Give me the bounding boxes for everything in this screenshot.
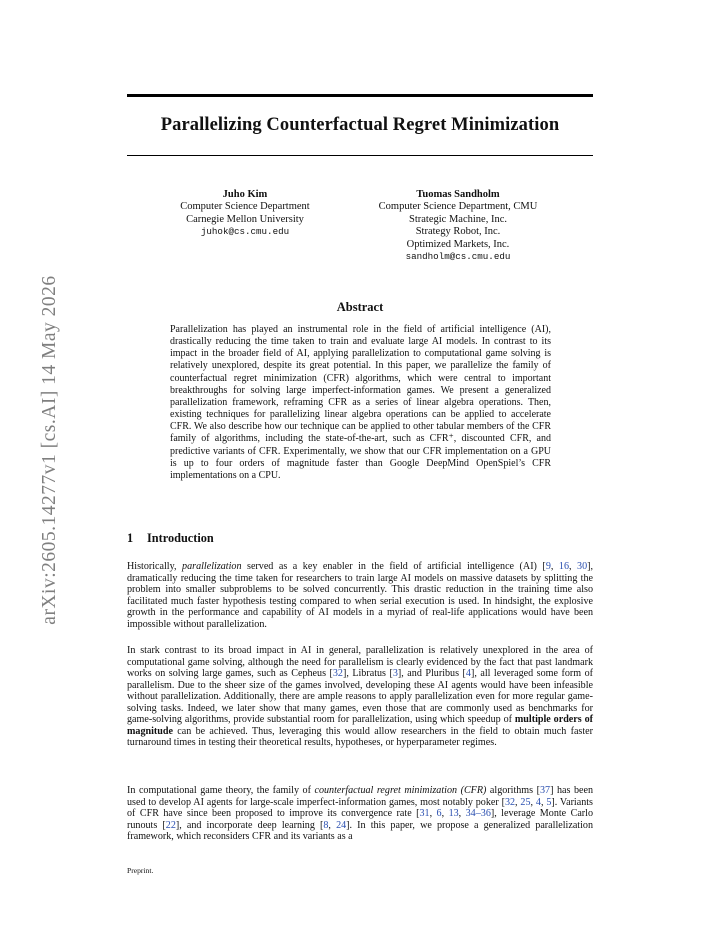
- footer-note: Preprint.: [127, 866, 154, 875]
- section-title: Introduction: [147, 531, 214, 545]
- paper-title: Parallelizing Counterfactual Regret Minimization: [160, 115, 560, 135]
- citation-link[interactable]: 31: [419, 808, 430, 820]
- citation-link[interactable]: 4: [465, 668, 471, 680]
- citation-link[interactable]: 16: [558, 561, 569, 572]
- emphasis-text: counterfactual regret minimization (CFR): [314, 785, 487, 796]
- citation-link[interactable]: 8: [323, 819, 329, 831]
- paragraph-text: ], dramatically reducing the time taken for researchers to train large AI models on massive datasets by splitting the problem into smaller subproblems to be solved concurrently. This drastic reduction in the training time also facilitated much faster hypothesis testing compared to when serial execution is used. In hindsight, the explosive growth in the performance and capability of AI models in a myriad of real-life applications would have been impossible without parallelization.: [127, 561, 594, 630]
- paragraph-text: ,: [540, 796, 547, 808]
- author-affiliation: Carnegie Mellon University: [186, 213, 304, 225]
- citation-link[interactable]: 5: [546, 796, 552, 808]
- body-paragraph: [127, 785, 593, 843]
- author-affiliation: Computer Science Department: [180, 201, 310, 213]
- paragraph-text: ]. In this paper, we propose a generalized parallelization framework, which reconsiders CFR and its variants as a: [127, 819, 593, 843]
- abstract-text: Parallelization has played an instrumental role in the field of artificial intelligence (AI), drastically reducing the time taken to train and evaluate large AI models. In contrast to its impact in the broader field of AI, applying parallelization to computational game solving is relatively unexplored, despite its great potential. In this paper, we parallelize the family of counterfactual regret minimization (CFR) algorithms, which were central to important breakthroughs for solving large imperfect-information games. We present a generalized parallelization framework, reframing CFR as a series of linear algebra operations. Then, existing techniques for parallelizing linear algebra operations can be applied to accelerate CFR. We also describe how our technique can be applied to other tabular members of the CFR family of algorithms, including the state-of-the-art, such as CFR⁺, discounted CFR, and predictive variants of CFR. Experimentally, we show that our CFR implementation on a GPU is up to four orders of magnitude faster than Google DeepMind OpenSpiel’s CFR implementations on a CPU.: [170, 324, 551, 481]
- citation-link[interactable]: 4: [535, 796, 541, 808]
- author-name: Juho Kim: [222, 189, 268, 200]
- paragraph-text: ,: [530, 796, 536, 808]
- title-top-rule: [127, 94, 593, 97]
- paragraph-text: ,: [515, 796, 521, 808]
- citation-link[interactable]: 6: [436, 808, 442, 820]
- paragraph-text: algorithms [: [486, 785, 540, 796]
- paragraph-text: ], leverage Monte Carlo runouts [: [127, 808, 594, 831]
- paragraph-text: can be achieved. Thus, leveraging this would allow researchers in the field to obtain much faster turnaround times in testing their theoretical results, hypotheses, or hyperparameter regimes.: [127, 725, 593, 749]
- author-email[interactable]: juhok@cs.cmu.edu: [200, 226, 290, 238]
- paragraph-text: ], and Pluribus [: [397, 668, 466, 680]
- author-affiliation: Computer Science Department, CMU: [378, 201, 538, 213]
- paragraph-text: ,: [328, 819, 337, 831]
- citation-link[interactable]: 13: [448, 808, 459, 820]
- paragraph-text: ,: [550, 561, 559, 572]
- citation-link[interactable]: 32: [332, 668, 343, 680]
- paragraph-text: In stark contrast to its broad impact in AI in general, parallelization is relatively unexplored in the area of computational game solving, although the need for parallelism is clearly evidenced by the fact that past landmark works on solving large games, such as Cepheus [: [127, 645, 593, 680]
- citation-link[interactable]: 3: [392, 668, 398, 680]
- paragraph-text: ,: [569, 561, 578, 572]
- paragraph-text: Historically,: [127, 561, 183, 572]
- arxiv-identifier: arXiv:2605.14277v1 [cs.AI] 14 May 2026: [39, 275, 60, 625]
- abstract-heading: Abstract: [336, 300, 384, 314]
- paragraph-text: ], and incorporate deep learning [: [175, 819, 324, 831]
- paragraph-text: ], Libratus [: [342, 668, 393, 680]
- emphasis-text: parallelization: [182, 561, 242, 572]
- paragraph-text: ] has been used to develop AI agents for large-scale imperfect-information games, most notably poker [: [127, 785, 594, 808]
- citation-link[interactable]: 24: [336, 819, 347, 831]
- author-name: Tuomas Sandholm: [416, 189, 500, 200]
- author-block-1: [150, 189, 340, 239]
- paragraph-text: ]. Variants of CFR have since been proposed to improve its convergence rate [: [127, 796, 593, 820]
- citation-link[interactable]: 34–36: [465, 808, 491, 820]
- title-bottom-rule: [127, 155, 593, 156]
- author-block-2: [358, 189, 558, 263]
- citation-link[interactable]: 30: [577, 561, 588, 572]
- citation-link[interactable]: 25: [520, 796, 531, 808]
- bold-text: multiple orders of magnitude: [127, 714, 593, 737]
- paragraph-text: served as a key enabler in the field of artificial intelligence (AI) [: [241, 561, 546, 572]
- author-email[interactable]: sandholm@cs.cmu.edu: [405, 251, 511, 263]
- paragraph-text: In computational game theory, the family of: [127, 785, 315, 796]
- section-heading: [127, 531, 214, 546]
- citation-link[interactable]: 37: [539, 785, 551, 796]
- section-number: 1: [127, 531, 134, 545]
- paragraph-text: ,: [458, 808, 466, 820]
- author-affiliation: Strategy Robot, Inc.: [415, 226, 501, 238]
- citation-link[interactable]: 32: [504, 796, 516, 808]
- body-paragraph: [127, 561, 593, 630]
- body-paragraph: [127, 645, 593, 749]
- paragraph-text: ], all leveraged some form of parallelism. Due to the sheer size of the games involved, developing these AI agents would have been infeasible without parallelization. Additionally, there are ample reasons to apply parallelization even for more regular game-solving tasks. Indeed, we later show that many games, even those that are commonly used as benchmarks for game-solving algorithms, provide substantial room for parallelization, using which speedup of: [127, 668, 594, 726]
- citation-link[interactable]: 9: [545, 561, 551, 572]
- author-affiliation: Strategic Machine, Inc.: [409, 213, 507, 225]
- paragraph-text: ,: [429, 808, 437, 820]
- citation-link[interactable]: 22: [165, 819, 176, 831]
- paragraph-text: ,: [441, 808, 449, 820]
- author-affiliation: Optimized Markets, Inc.: [406, 238, 510, 250]
